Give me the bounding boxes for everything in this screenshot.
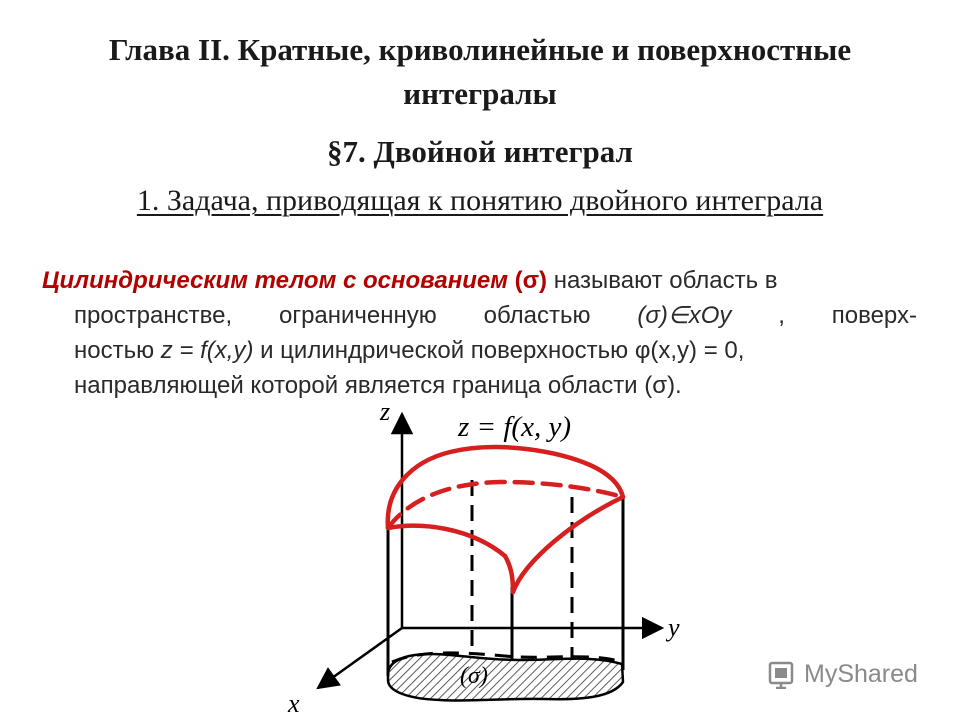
section-title: §7. Двойной интеграл — [327, 134, 633, 169]
watermark — [768, 656, 918, 692]
defined-term-sigma: (σ) — [514, 267, 548, 294]
z-axis-label: z — [380, 397, 391, 426]
watermark-text: MyShared — [804, 659, 918, 688]
definition-line-2-part-c: областью — [483, 302, 591, 329]
watermark-logo-icon — [768, 659, 798, 689]
y-axis-label: y — [668, 613, 680, 642]
definition-line-3-formula: z = f(x,y) — [160, 337, 254, 364]
chapter-title-line2: интегралы — [403, 76, 557, 111]
definition-line-2-part-d: (σ)∈xOy — [637, 302, 732, 329]
definition-line-2-part-a: пространстве, — [74, 302, 233, 329]
subsection-text: 1. Задача, приводящая к понятию двойного интеграла — [136, 184, 824, 217]
x-axis-label: x — [288, 689, 300, 718]
definition-line-1-rest: называют область в — [547, 267, 778, 294]
surface-label: z = f(x, y) — [458, 411, 571, 443]
base-region-sigma — [388, 654, 623, 701]
defined-term: Цилиндрическим телом с основанием — [42, 267, 508, 294]
definition-line-3-part-a: ностью — [74, 337, 161, 364]
definition-line-2-part-e: , поверх- — [778, 302, 917, 329]
base-label: (σ) — [460, 663, 488, 689]
definition-line-3-part-c: и цилиндрической поверхностью — [253, 337, 635, 364]
definition-line-4: направляющей которой является граница области (σ). — [74, 372, 682, 399]
definition-line-2-part-b: ограниченную — [278, 302, 437, 329]
chapter-title-line1: Глава II. Кратные, криволинейные и поверхностные — [108, 32, 852, 67]
surface-z-f — [388, 447, 623, 592]
definition-line-3-formula-phi: φ(x,y) = 0, — [634, 337, 745, 364]
